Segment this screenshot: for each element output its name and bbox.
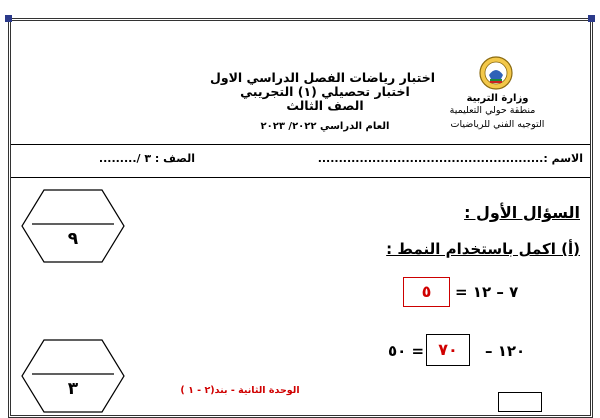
part-a-instruction: (أ) اكمل باستخدام النمط : (386, 240, 580, 258)
name-blank[interactable]: ...................................................... (317, 152, 544, 165)
equation-result: ٥٠ = (388, 342, 425, 360)
class-line (70, 152, 195, 165)
academic-year: العام الدراسي ٢٠٢٢/ ٢٠٢٣ (260, 121, 390, 132)
question-title: السؤال الأول : (464, 203, 580, 222)
equation-expression: = ٧ – ١٢ (455, 283, 519, 301)
score-value: ٩ (67, 229, 79, 249)
frame-corner (5, 15, 12, 22)
name-label: الاسم : (543, 152, 583, 165)
name-line (317, 152, 583, 165)
class-label: الصف : ٣ / (136, 152, 195, 165)
answer-box[interactable] (498, 392, 542, 412)
class-blank[interactable]: ......... (98, 152, 137, 165)
exam-subtitle: اختبار تحصيلي (١) التجريبي (240, 84, 410, 99)
exam-title: اختبار رياضات الفصل الدراسي الاول (210, 70, 435, 85)
score-value: ٣ (67, 379, 79, 399)
unit-note: الوحدة الثانية - بند(٢ - ١ ) (180, 385, 300, 396)
ministry-zone: منطقة حولي التعليمية (449, 105, 536, 116)
ministry-logo-icon (478, 55, 514, 91)
equation-expression: – ١٢٠ (485, 342, 526, 360)
ministry-dept: التوجيه الفني للرياضيات (450, 119, 545, 130)
frame-corner (588, 15, 595, 22)
info-divider (11, 177, 590, 178)
exam-grade: الصف الثالث (286, 98, 364, 113)
answer-box[interactable] (403, 277, 450, 307)
header-divider (11, 144, 590, 145)
answer-value: ٧٠ (438, 340, 458, 359)
answer-value: ٥ (421, 282, 432, 301)
answer-box[interactable] (426, 334, 470, 366)
ministry-name: وزارة التربية (466, 93, 529, 104)
score-hexagon (20, 188, 126, 264)
